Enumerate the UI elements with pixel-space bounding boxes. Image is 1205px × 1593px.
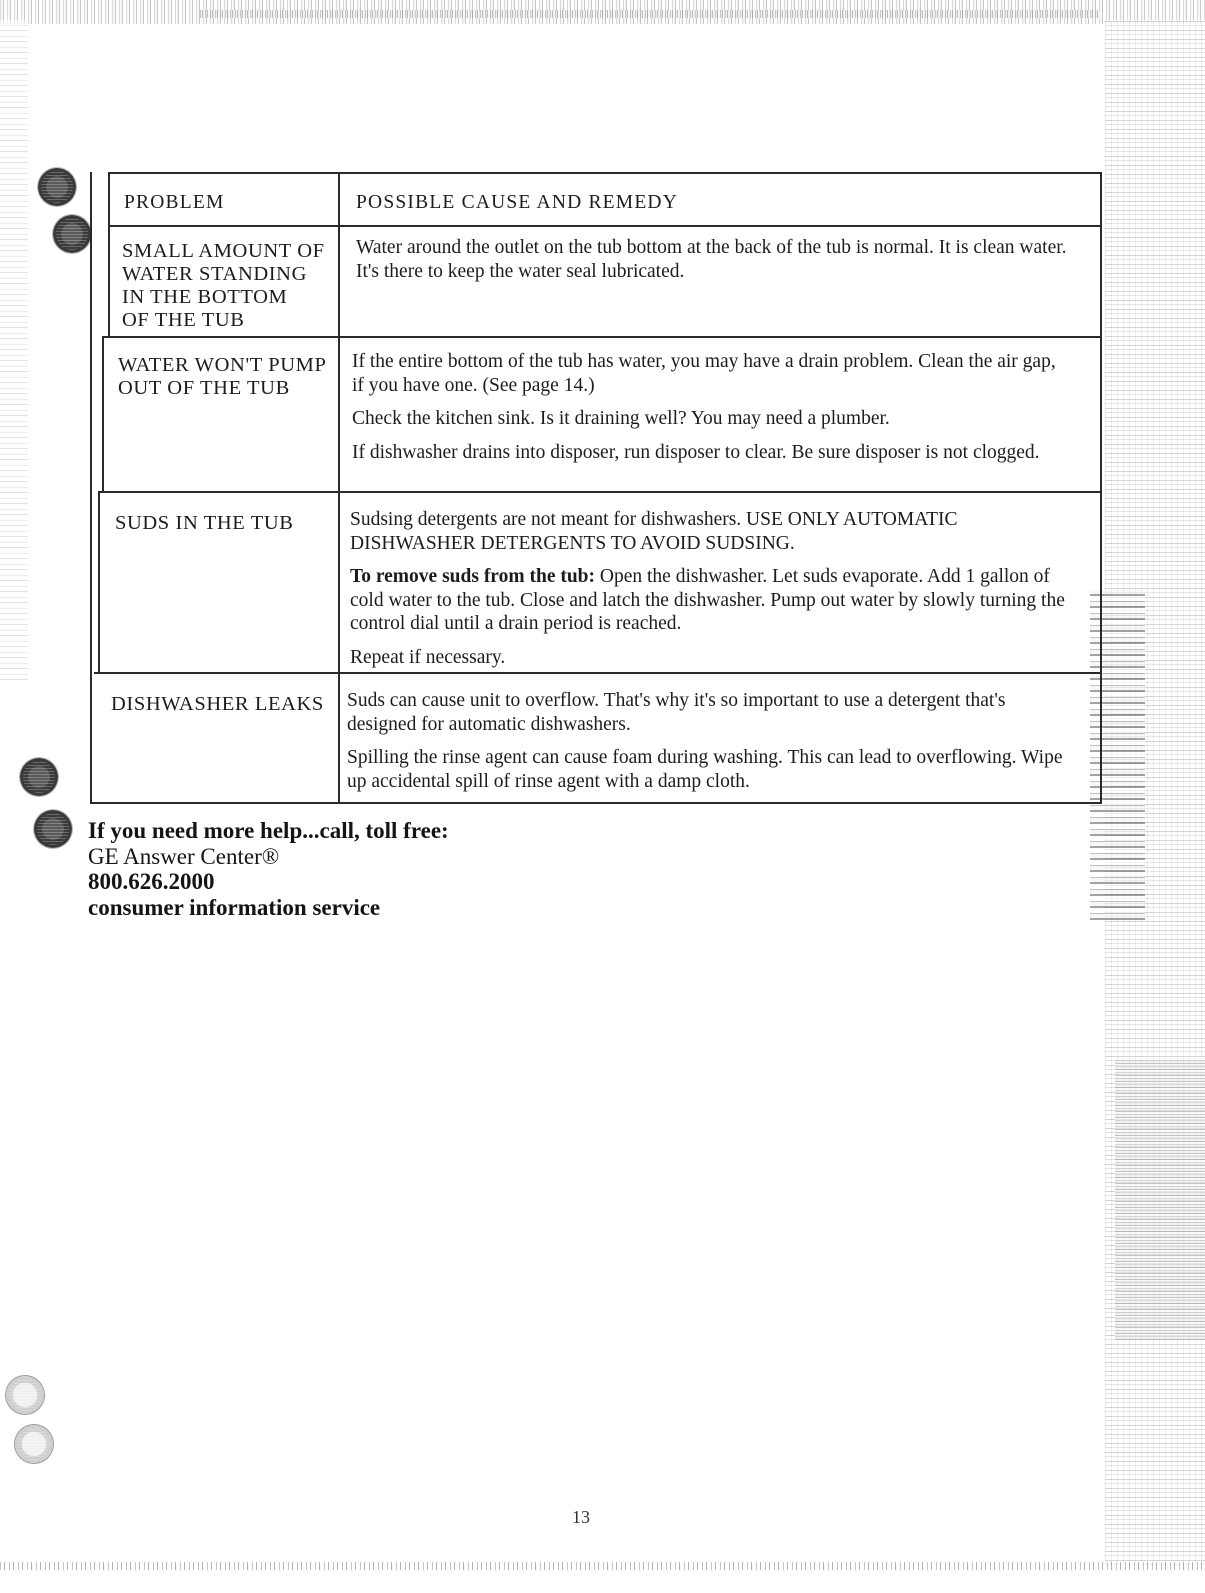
problem-column-header: PROBLEM bbox=[124, 192, 225, 213]
scan-right-grey-band bbox=[1115, 1060, 1205, 1340]
problem-small-water: SMALL AMOUNT OF WATER STANDING IN THE BOTTOM OF THE TUB bbox=[122, 240, 325, 331]
scan-left-edge bbox=[0, 20, 28, 680]
remedy-text: Sudsing detergents are not meant for dishwashers. USE ONLY AUTOMATIC DISHWASHER DETERGENTS TO AVOID SUDSING. bbox=[350, 509, 958, 554]
remedy-text: Suds can cause unit to overflow. That's why it's so important to use a detergent that's designed for automatic dishwashers. bbox=[347, 690, 1006, 735]
left-edge-row3 bbox=[98, 491, 100, 674]
answer-center-name: GE Answer Center® bbox=[88, 843, 280, 869]
scan-top-edge bbox=[0, 0, 1205, 24]
remedy-wont-pump bbox=[352, 350, 1072, 474]
binder-hole-3 bbox=[20, 758, 58, 796]
remedy-text: Repeat if necessary. bbox=[350, 646, 506, 668]
left-edge-header bbox=[108, 172, 110, 338]
header-row-divider bbox=[108, 225, 1102, 227]
remedy-column-header: POSSIBLE CAUSE AND REMEDY bbox=[356, 192, 678, 213]
remedy-small-water bbox=[356, 236, 1076, 293]
problem-wont-pump: WATER WON'T PUMP OUT OF THE TUB bbox=[118, 354, 327, 399]
phone-number: 800.626.2000 bbox=[88, 869, 215, 894]
service-label: consumer information service bbox=[88, 894, 381, 920]
remedy-leaks bbox=[347, 689, 1077, 803]
remedy-text: Water around the outlet on the tub bottom at the back of the tub is normal. It is clean water. It's there to keep the water seal lubricated. bbox=[356, 237, 1067, 282]
left-edge-row2 bbox=[102, 336, 104, 493]
row-divider-1 bbox=[102, 336, 1102, 338]
column-divider bbox=[338, 172, 340, 804]
remedy-text: If dishwasher drains into disposer, run disposer to clear. Be sure disposer is not clogged. bbox=[352, 441, 1040, 463]
remedy-lead-bold: To remove suds from the tub: bbox=[350, 566, 600, 587]
binder-hole-1 bbox=[38, 168, 76, 206]
remedy-text: Check the kitchen sink. Is it draining well? You may need a plumber. bbox=[352, 408, 890, 429]
scan-bottom-edge bbox=[0, 1562, 1205, 1570]
remedy-lead-body: Open the dishwasher. Let suds evaporate. Add 1 gallon of cold water to the tub. Close and latch the dishwasher. Pump out water by slowly turning the control dial until a drain period is reached. bbox=[350, 566, 1065, 634]
help-contact-block bbox=[88, 818, 688, 920]
troubleshooting-table bbox=[90, 172, 1102, 804]
binder-hole-2 bbox=[53, 215, 91, 253]
binder-hole-5 bbox=[6, 1376, 44, 1414]
problem-leaks: DISHWASHER LEAKS bbox=[111, 693, 324, 715]
remedy-text bbox=[350, 565, 1080, 636]
row-divider-2 bbox=[98, 491, 1102, 493]
remedy-text: If the entire bottom of the tub has water, you may have a drain problem. Clean the air gap, if you have one. (See page 14.) bbox=[352, 351, 1056, 396]
binder-hole-4 bbox=[34, 810, 72, 848]
table-top-rule bbox=[108, 172, 1102, 174]
remedy-suds bbox=[350, 508, 1080, 679]
binder-hole-6 bbox=[15, 1425, 53, 1463]
help-heading: If you need more help...call, toll free: bbox=[88, 818, 449, 843]
problem-suds: SUDS IN THE TUB bbox=[115, 512, 294, 534]
remedy-text: Spilling the rinse agent can cause foam during washing. This can lead to overflowing. Wipe up accidental spill of rinse agent with a damp cloth. bbox=[347, 747, 1063, 792]
page-number: 13 bbox=[572, 1507, 590, 1527]
